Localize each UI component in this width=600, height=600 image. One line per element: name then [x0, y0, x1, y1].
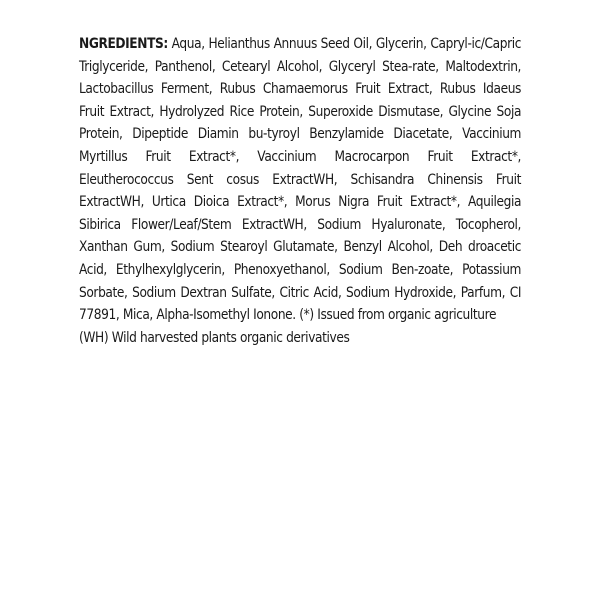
ingredients-list: [79, 33, 521, 349]
ingredients-paragraph: [79, 33, 521, 327]
wild-harvested-note: (WH) Wild harvested plants organic derivatives: [79, 329, 350, 346]
ingredients-text: Aqua, Helianthus Annuus Seed Oil, Glycerin, Capryl-ic/Capric Triglyceride, Panthenol, Cetearyl Alcohol, Glyceryl Stea-rate, Maltodextrin, Lactobacillus Ferment, Rubus Chamaemorus Fruit Extract, Rubus Idaeus Fruit Extract, Hydrolyzed Rice Protein, Superoxide Dismutase, Glycine Soja Protein, Dipeptide Diamin bu-tyroyl Benzylamide Diacetate, Vaccinium Myrtillus Fruit Extract*, Vaccinium Macrocarpon Fruit Extract*, Eleutherococcus Sent cosus ExtractWH, Schisandra Chinensis Fruit ExtractWH, Urtica Dioica Extract*, Morus Nigra Fruit Extract*, Aquilegia Sibirica Flower/Leaf/Stem ExtractWH, Sodium Hyaluronate, Tocopherol, Xanthan Gum, Sodium Stearoyl Glutamate, Benzyl Alcohol, Deh droacetic Acid, Ethylhexylglycerin, Phenoxyethanol, Sodium Ben-zoate, Potassium Sorbate, Sodium Dextran Sulfate, Citric Acid, Sodium Hydroxide, Parfum, CI 77891, Mica, Alpha-Isomethyl Ionone.: [79, 36, 522, 324]
organic-note: (*) Issued from organic agriculture: [299, 307, 497, 324]
ingredients-heading: NGREDIENTS:: [79, 36, 168, 52]
